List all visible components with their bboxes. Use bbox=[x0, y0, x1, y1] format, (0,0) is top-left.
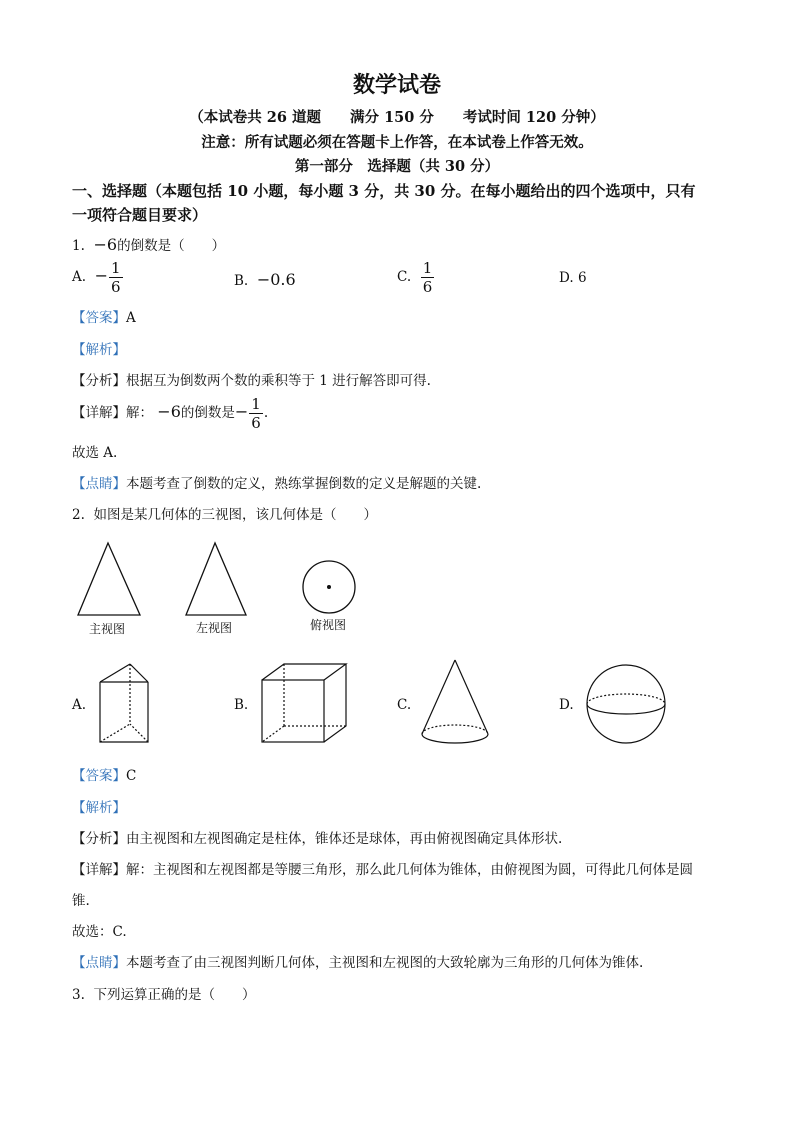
q2-option-b-label: B. bbox=[234, 697, 249, 713]
q3-text: 下列运算正确的是（ ） bbox=[93, 987, 256, 1003]
part-heading: 第一部分 选择题（共 30 分） bbox=[294, 158, 500, 175]
q2-fenxi-tag: 【分析】 bbox=[72, 831, 126, 847]
q2-number: 2. bbox=[72, 507, 85, 523]
section-heading-line2: 一项符合题目要求） bbox=[72, 206, 208, 224]
q1-option-d-label: D. bbox=[559, 270, 574, 286]
q2-option-c-label: C. bbox=[397, 697, 412, 713]
q1-option-c-denominator: 6 bbox=[422, 278, 433, 296]
cone-shape bbox=[418, 656, 492, 752]
sphere-shape bbox=[584, 662, 668, 746]
q3-stem bbox=[72, 983, 255, 1003]
q1-dianjing-text: 本题考查了倒数的定义，熟练掌握倒数的定义是解题的关键. bbox=[126, 476, 482, 492]
q1-xiangjie-denominator: 6 bbox=[251, 414, 261, 432]
q1-option-a-numerator: 1 bbox=[111, 259, 121, 277]
q1-analysis-tag bbox=[72, 338, 126, 358]
q1-choose: 故选 A. bbox=[72, 445, 118, 461]
q2-answer-value: C bbox=[126, 768, 137, 784]
q2-dianjing bbox=[72, 951, 643, 971]
q1-expr: −6 bbox=[93, 235, 118, 254]
q2-analysis-tag bbox=[72, 796, 126, 816]
section-heading-line1: 一、选择题（本题包括 10 小题，每小题 3 分，共 30 分。在每小题给出的四个选项中，只有 bbox=[72, 182, 696, 200]
q1-xiangjie-end: . bbox=[263, 405, 269, 421]
q1-option-b-value: −0.6 bbox=[256, 270, 296, 289]
q2-dianjing-tag: 【点睛】 bbox=[72, 955, 126, 971]
q1-analysis-label: 【解析】 bbox=[72, 342, 126, 358]
front-view-triangle bbox=[78, 543, 140, 615]
left-view-label: 左视图 bbox=[196, 621, 233, 635]
q2-stem bbox=[72, 503, 377, 523]
q1-option-c-numerator: 1 bbox=[422, 259, 433, 277]
q1-xiangjie-numerator: 1 bbox=[251, 395, 261, 413]
q2-xiangjie-line1: 解：主视图和左视图都是等腰三角形，那么此几何体为锥体，由俯视图为圆，可得此几何体是圆 bbox=[126, 862, 693, 878]
q1-option-c bbox=[397, 259, 435, 296]
page-title: 数学试卷 bbox=[352, 72, 441, 98]
q1-xiangjie-sign: − bbox=[234, 402, 249, 421]
q1-stem bbox=[72, 234, 225, 254]
q2-fenxi bbox=[72, 827, 562, 847]
q2-fenxi-text: 由主视图和左视图确定是柱体，锥体还是球体，再由俯视图确定具体形状. bbox=[126, 831, 563, 847]
q1-option-a bbox=[72, 259, 124, 296]
q1-option-a-fraction bbox=[109, 259, 123, 296]
q1-text: 的倒数是（ ） bbox=[117, 238, 226, 254]
q1-option-b bbox=[234, 270, 296, 289]
q1-dianjing-tag: 【点睛】 bbox=[72, 476, 126, 492]
left-view-triangle bbox=[186, 543, 246, 615]
q1-option-c-label: C. bbox=[397, 269, 412, 285]
q1-xiangjie-pre: 解： bbox=[126, 405, 153, 421]
q2-xiangjie-tag: 【详解】 bbox=[72, 862, 126, 878]
q1-fenxi bbox=[72, 369, 431, 389]
triangular-prism-shape bbox=[92, 660, 162, 746]
q2-choose: 故选：C. bbox=[72, 924, 127, 940]
q2-answer bbox=[72, 764, 136, 784]
top-view-label: 俯视图 bbox=[310, 618, 347, 632]
q1-option-d-value: 6 bbox=[577, 270, 587, 286]
q1-option-a-denominator: 6 bbox=[111, 278, 121, 296]
q1-xiangjie bbox=[72, 395, 268, 432]
q1-option-d bbox=[559, 270, 587, 286]
q1-dianjing bbox=[72, 472, 481, 492]
q1-option-a-label: A. bbox=[72, 269, 87, 285]
q1-option-b-label: B. bbox=[234, 273, 249, 289]
top-view-center-dot bbox=[327, 585, 331, 589]
exam-notice: 注意：所有试题必须在答题卡上作答，在本试卷上作答无效。 bbox=[201, 134, 593, 151]
q2-option-a-label: A. bbox=[72, 697, 87, 713]
q1-answer bbox=[72, 306, 136, 326]
q2-answer-tag: 【答案】 bbox=[72, 768, 126, 784]
q2-analysis-label: 【解析】 bbox=[72, 800, 126, 816]
exam-info: （本试卷共 26 道题 满分 150 分 考试时间 120 分钟） bbox=[189, 109, 605, 126]
q1-xiangjie-expr: −6 bbox=[157, 402, 181, 421]
q3-number: 3. bbox=[72, 987, 85, 1003]
q2-text: 如图是某几何体的三视图，该几何体是（ ） bbox=[93, 507, 377, 523]
q1-xiangjie-fraction bbox=[249, 395, 263, 432]
q1-number: 1. bbox=[72, 238, 85, 254]
q1-fenxi-tag: 【分析】 bbox=[72, 373, 126, 389]
q1-answer-tag: 【答案】 bbox=[72, 310, 126, 326]
q2-dianjing-text: 本题考查了由三视图判断几何体，主视图和左视图的大致轮廓为三角形的几何体为锥体. bbox=[126, 955, 644, 971]
q2-xiangjie bbox=[72, 858, 693, 878]
q1-xiangjie-mid: 的倒数是 bbox=[180, 405, 235, 421]
q1-option-c-fraction bbox=[421, 259, 435, 296]
q1-answer-value: A bbox=[126, 310, 136, 326]
q1-option-a-sign: − bbox=[94, 266, 109, 285]
q2-xiangjie-line2: 锥. bbox=[72, 893, 90, 909]
cube-shape bbox=[258, 660, 354, 746]
q1-xiangjie-tag: 【详解】 bbox=[72, 405, 126, 421]
front-view-label: 主视图 bbox=[89, 622, 126, 636]
q1-fenxi-text: 根据互为倒数两个数的乘积等于 1 进行解答即可得. bbox=[126, 373, 431, 389]
q2-option-d-label: D. bbox=[559, 697, 574, 713]
